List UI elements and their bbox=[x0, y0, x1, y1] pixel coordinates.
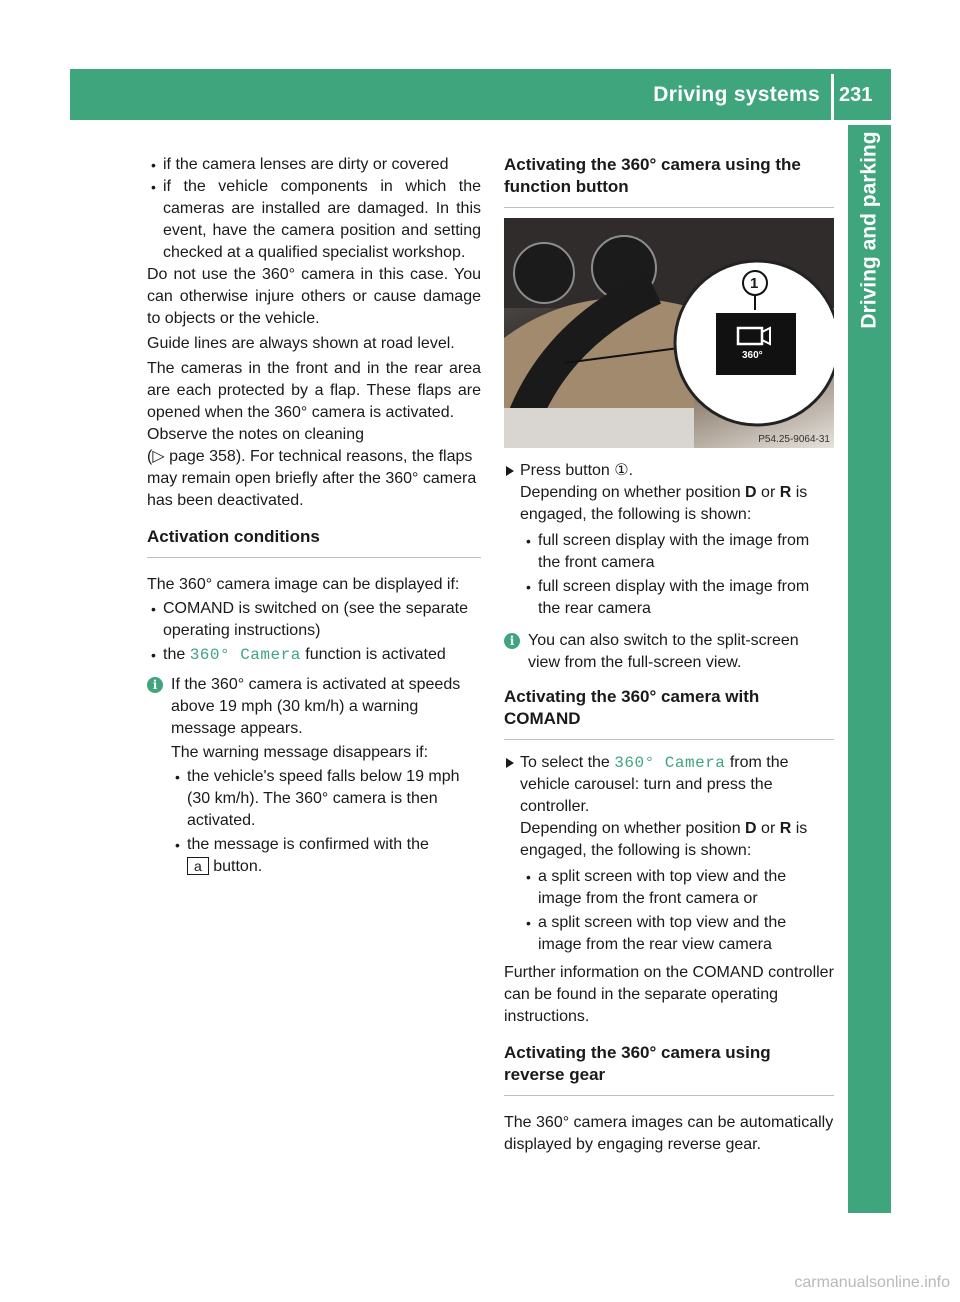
text: the message is confirmed with the bbox=[187, 836, 429, 853]
list-item bbox=[171, 834, 481, 878]
paragraph: Further information on the COMAND controller can be found in the separate operating instructions. bbox=[504, 964, 834, 1025]
info-note bbox=[147, 674, 481, 878]
paragraph bbox=[504, 818, 834, 862]
paragraph bbox=[504, 482, 834, 526]
button-360-label: 360° bbox=[742, 350, 763, 361]
gear-d: D bbox=[745, 820, 757, 837]
text: or bbox=[756, 484, 780, 501]
heading-function-button: Activating the 360° camera using the function button bbox=[504, 154, 834, 208]
info-icon: i bbox=[147, 677, 163, 693]
list-item: • a split screen with top view and the image from the rear view camera bbox=[522, 912, 834, 956]
list-item: • the vehicle's speed falls below 19 mph (30 km/h). The 360° camera is then activated. bbox=[171, 766, 481, 832]
list-item: • if the vehicle components in which the cameras are installed are damaged. In this event, have the camera position and setting checked at a qualified specialist workshop. bbox=[147, 176, 481, 264]
list-item bbox=[147, 644, 481, 666]
ok-key-icon: a bbox=[187, 857, 209, 875]
dashboard-figure bbox=[504, 218, 834, 448]
dashboard-illustration bbox=[504, 218, 834, 448]
right-column bbox=[504, 154, 834, 1156]
text: from the vehicle carousel: turn and press the controller. bbox=[520, 754, 789, 815]
gear-r: R bbox=[779, 820, 792, 837]
paragraph: Do not use the 360° camera in this case. You can otherwise injure others or cause damage to objects or the vehicle. bbox=[147, 266, 481, 327]
list-item: • COMAND is switched on (see the separate operating instructions) bbox=[147, 598, 481, 642]
text: Depending on whether position bbox=[520, 484, 746, 501]
page-reference[interactable]: (▷ page 358). For technical reasons, the flaps may remain open briefly after the 360° camera has been deactivated. bbox=[147, 448, 477, 509]
side-tab-label: Driving and parking bbox=[857, 131, 881, 329]
list-item: • a split screen with top view and the image from the front camera or bbox=[522, 866, 834, 910]
text: Depending on whether position bbox=[520, 820, 746, 837]
menu-label-360-camera: 360° Camera bbox=[614, 754, 726, 772]
gear-r: R bbox=[779, 484, 792, 501]
menu-label-360-camera: 360° Camera bbox=[189, 646, 301, 664]
heading-activation-conditions: Activation conditions bbox=[147, 526, 481, 558]
text: function is activated bbox=[300, 646, 446, 663]
paragraph: The cameras in the front and in the rear area are each protected by a flap. These flaps are opened when the 360° camera is activated. bbox=[147, 360, 481, 421]
list-item: • full screen display with the image from the front camera bbox=[522, 530, 834, 574]
paragraph: The 360° camera image can be displayed if: bbox=[147, 576, 460, 593]
gear-d: D bbox=[745, 484, 757, 501]
info-icon: i bbox=[504, 633, 520, 649]
text: To select the bbox=[520, 754, 615, 771]
section-title: Driving systems bbox=[653, 83, 820, 106]
text: is engaged, the following is shown: bbox=[520, 484, 808, 523]
left-column bbox=[147, 154, 481, 878]
instruction-step bbox=[504, 752, 834, 818]
text: is engaged, the following is shown: bbox=[520, 820, 808, 859]
paragraph: Guide lines are always shown at road level. bbox=[147, 335, 455, 352]
header-divider bbox=[831, 74, 834, 120]
paragraph: The 360° camera images can be automatically displayed by engaging reverse gear. bbox=[504, 1114, 834, 1153]
paragraph: The warning message disappears if: bbox=[171, 744, 429, 761]
side-tab-marker bbox=[864, 815, 891, 844]
text: button. bbox=[208, 858, 263, 875]
text: the bbox=[163, 646, 190, 663]
callout-number: 1 bbox=[750, 275, 759, 292]
list-item: • if the camera lenses are dirty or covered bbox=[147, 154, 481, 176]
instruction-step: Press button ①. bbox=[504, 460, 834, 482]
page-number: 231 bbox=[839, 84, 873, 106]
watermark: carmanualsonline.info bbox=[794, 1274, 950, 1291]
figure-code: P54.25-9064-31 bbox=[758, 434, 830, 445]
text: or bbox=[756, 820, 780, 837]
heading-comand: Activating the 360° camera with COMAND bbox=[504, 686, 834, 740]
side-tab bbox=[848, 125, 891, 335]
paragraph: If the 360° camera is activated at speeds above 19 mph (30 km/h) a warning message appears. bbox=[171, 676, 461, 737]
list-item: • full screen display with the image from the rear camera bbox=[522, 576, 834, 620]
heading-reverse-gear: Activating the 360° camera using reverse gear bbox=[504, 1042, 834, 1096]
info-note bbox=[504, 630, 834, 674]
paragraph: Observe the notes on cleaning bbox=[147, 426, 365, 443]
paragraph: You can also switch to the split-screen view from the full-screen view. bbox=[528, 632, 799, 671]
